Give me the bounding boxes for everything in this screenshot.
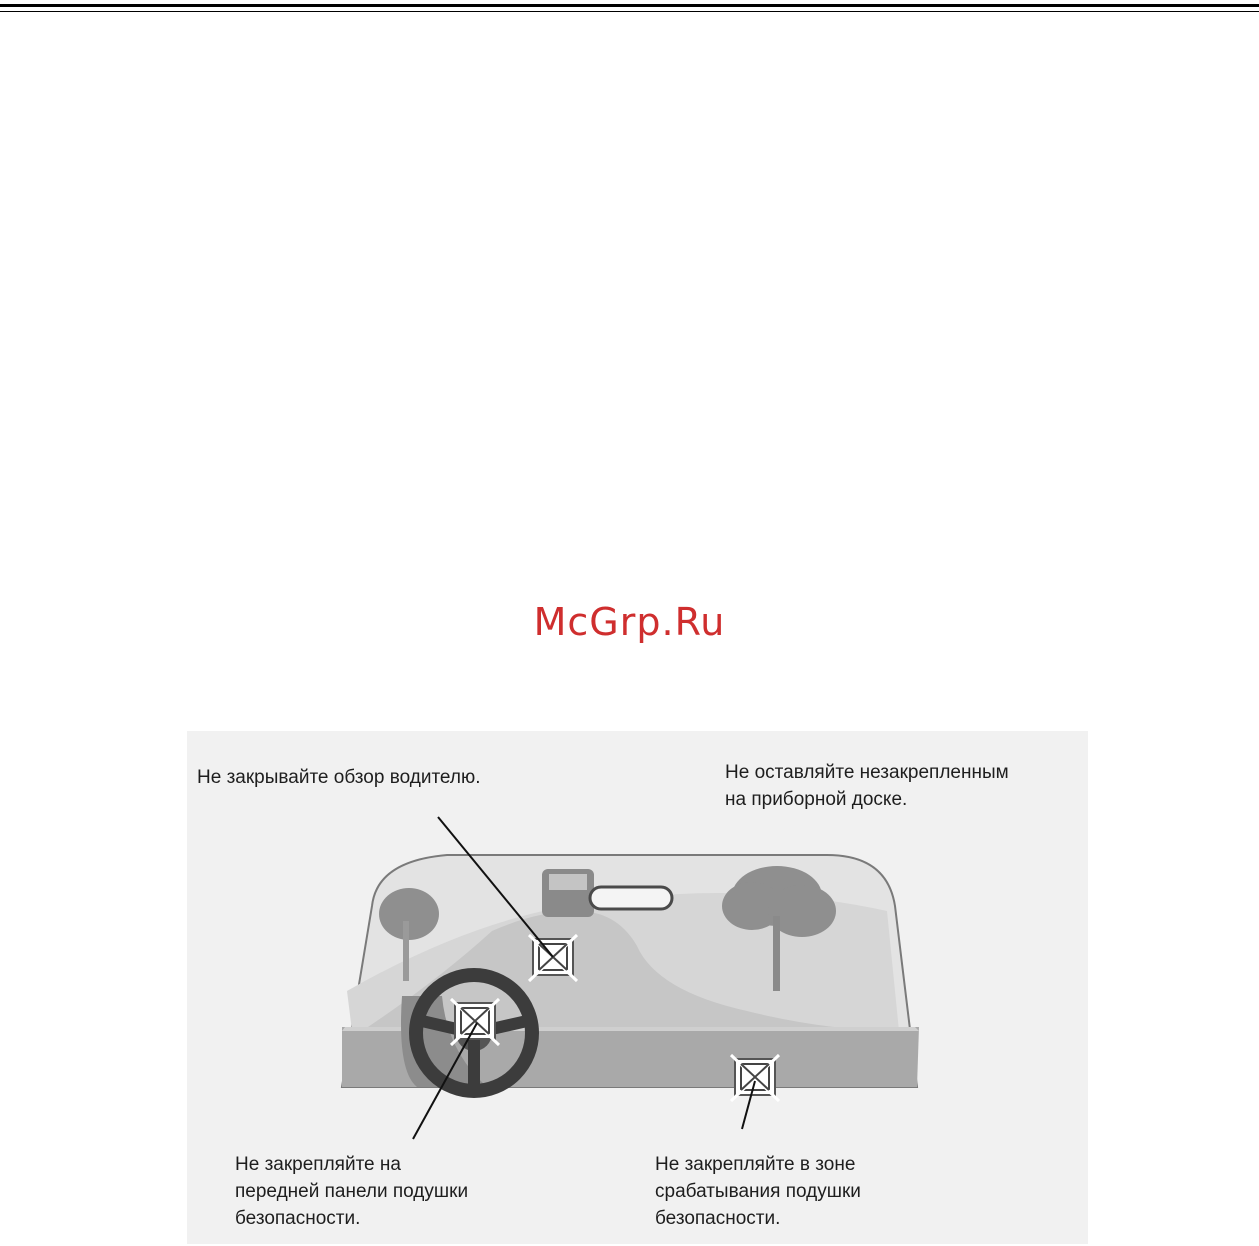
caption-airbag-zone: Не закрепляйте в зоне срабатывания подушки безопасности. [655, 1154, 861, 1229]
header-rule-thick [0, 4, 1259, 7]
forbidden-mount-icon [731, 1055, 779, 1101]
windshield-illustration [187, 731, 1088, 1244]
car-ahead [542, 869, 594, 917]
rearview-mirror [590, 887, 672, 909]
forbidden-mount-icon [529, 935, 577, 981]
forbidden-mount-icon [451, 999, 499, 1045]
caption-dashboard-unsecured: Не оставляйте незакрепленным на приборной доске. [725, 762, 1009, 810]
watermark: McGrp.Ru [533, 600, 726, 644]
caption-airbag-panel: Не закрепляйте на передней панели подушки безопасности. [235, 1154, 469, 1229]
caption-driver-view: Не закрывайте обзор водителю. [197, 767, 481, 788]
header-rule-thin [0, 11, 1259, 12]
